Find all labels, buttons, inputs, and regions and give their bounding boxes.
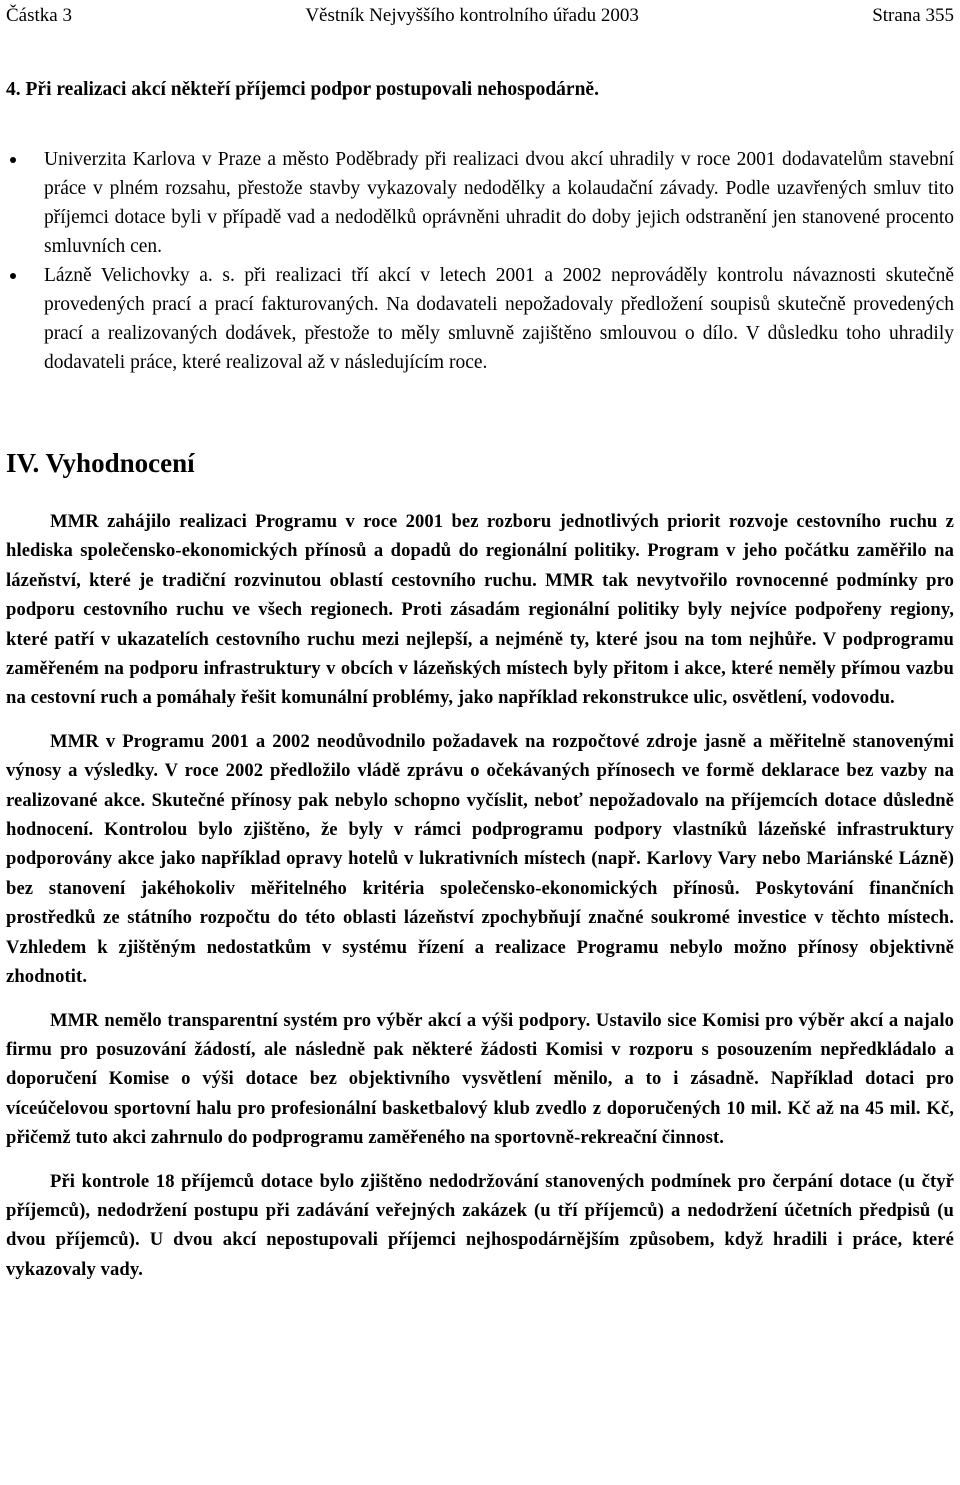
- paragraph: MMR zahájilo realizaci Programu v roce 2001 bez rozboru jednotlivých priorit rozvoje cestovního ruchu z hlediska společensko-ekonomických přínosů a dopadů do regionální politiky. Program v jeho počátku zaměřilo na lázeňství, které je tradiční rozvinutou oblastí cestovního ruchu. MMR tak nevytvořilo rovnocenné podmínky pro podporu cestovního ruchu ve všech regionech. Proti zásadám regionální politiky byly nejvíce podpořeny regiony, které patří v ukazatelích cestovního ruchu mezi nejlepší, a nejméně ty, které jsou na tom nejhůře. V podprogramu zaměřeném na podporu infrastruktury v obcích v lázeňských místech byly přitom i akce, které neměly přímou vazbu na cestovní ruch a pomáhaly řešit komunální problémy, jako například rekonstrukce ulic, osvětlení, vodovodu.: [6, 511, 954, 709]
- list-item: [6, 261, 954, 377]
- evaluation-body: [6, 507, 954, 1298]
- bullet-icon: [10, 157, 16, 163]
- list-item-text: Univerzita Karlova v Praze a město Poděbrady při realizaci dvou akcí uhradily v roce 2001 dodavatelům stavební práce v plném rozsahu, přestože stavby vykazovaly nedodělky a kolaudační závady. Podle uzavřených smluv tito příjemci dotace byli v případě vad a nedodělků oprávněni uhradit do doby jejich odstranění jen stanovené procento smluvních cen.: [44, 149, 954, 257]
- section-title: IV. Vyhodnocení: [6, 448, 195, 478]
- header-journal-title: Věstník Nejvyššího kontrolního úřadu 2003: [305, 5, 639, 26]
- paragraph: MMR nemělo transparentní systém pro výběr akcí a výši podpory. Ustavilo sice Komisi pro výběr akcí a najalo firmu pro posuzování žádostí, ale následně pak některé žádosti Komisi v rozporu s posouzením nepředkládalo a doporučení Komise o výši dotace bez objektivního vysvětlení měnilo, a to i zásadně. Například dotaci pro víceúčelovou sportovní halu pro profesionální basketbalový klub zvedlo z doporučených 10 mil. Kč až na 45 mil. Kč, přičemž tuto akci zahrnulo do podprogramu zaměřeného na sportovně-rekreační činnost.: [6, 1009, 954, 1149]
- paragraph: Při kontrole 18 příjemců dotace bylo zjištěno nedodržování stanovených podmínek pro čerpání dotace (u čtyř příjemců), nedodržení postupu při zadávání veřejných zakázek (u tří příjemců) a nedodržení účetních předpisů (u dvou příjemců). U dvou akcí nepostupovali příjemci nejhospodárnějším způsobem, když hradili i práce, které vykazovaly vady.: [6, 1170, 954, 1280]
- bullet-icon: [10, 273, 16, 279]
- page-header: [6, 2, 954, 30]
- header-page-number: Strana 355: [872, 5, 954, 26]
- findings-list: [6, 145, 954, 377]
- paragraph: MMR v Programu 2001 a 2002 neodůvodnilo požadavek na rozpočtové zdroje jasně a měřitelně stanovenými výnosy a výsledky. V roce 2002 předložilo vládě zprávu o očekávaných přínosech ve formě deklarace bez vazby na realizované akce. Skutečné přínosy pak nebylo schopno vyčíslit, neboť nepožadovalo na příjemcích dotace důsledně hodnocení. Kontrolou bylo zjištěno, že byly v rámci podprogramu podpory vlastníků lázeňské infrastruktury podporovány akce jako například opravy hotelů v lukrativních místech (např. Karlovy Vary nebo Mariánské Lázně) bez stanovení jakéhokoliv měřitelného kritéria společensko-ekonomických přínosů. Poskytování finančních prostředků ze státního rozpočtu do této oblasti lázeňství zpochybňují značné soukromé investice v těchto místech. Vzhledem k zjištěným nedostatkům v systému řízení a realizace Programu nebylo možno přínosy objektivně zhodnotit.: [6, 730, 954, 988]
- list-item-text: Lázně Velichovky a. s. při realizaci tří akcí v letech 2001 a 2002 neprováděly kontrolu návaznosti skutečně provedených prací a prací fakturovaných. Na dodavateli nepožadovaly předložení soupisů skutečně provedených prací a realizovaných dodávek, přestože to měly smluvně zajištěno smlouvou o dílo. V důsledku toho uhradily dodavateli práce, které realizoval až v následujícím roce.: [44, 265, 954, 373]
- list-item: [6, 145, 954, 261]
- header-issue: Částka 3: [6, 5, 72, 26]
- subsection-heading: 4. Při realizaci akcí někteří příjemci podpor postupovali nehospodárně.: [6, 79, 599, 100]
